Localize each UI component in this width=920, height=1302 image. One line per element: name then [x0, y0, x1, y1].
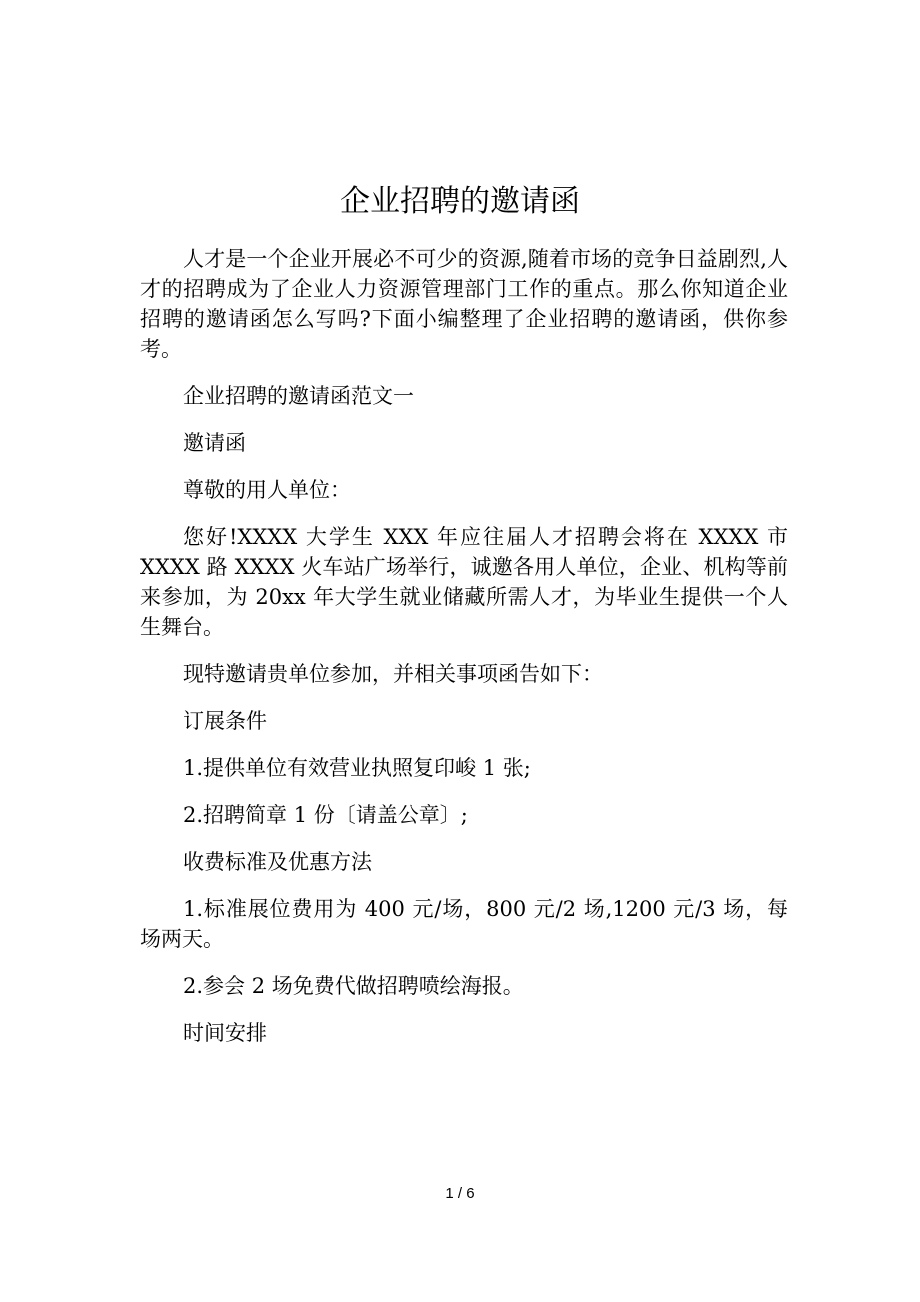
- list-item: 2.参会 2 场免费代做招聘喷绘海报。: [183, 974, 524, 998]
- letter-heading: 邀请函: [183, 431, 246, 455]
- list-item: 1.提供单位有效营业执照复印峻 1 张;: [183, 756, 531, 780]
- list-item: 1.标准展位费用为 400 元/场，800 元/2 场,1200 元/3 场，每场两天。: [140, 897, 788, 951]
- intro-paragraph: 人才是一个企业开展必不可少的资源,随着市场的竞争日益剧烈,人才的招聘成为了企业人力资源管理部门工作的重点。那么你知道企业招聘的邀请函怎么写吗?下面小编整理了企业招聘的邀请函，供你参考。: [140, 247, 788, 361]
- document-body: [140, 244, 788, 1065]
- subsection-heading: 时间安排: [183, 1021, 267, 1045]
- page-number: 1 / 6: [445, 1185, 475, 1202]
- section-heading: 企业招聘的邀请函范文一: [183, 384, 414, 408]
- document-title: 企业招聘的邀请函: [340, 184, 580, 219]
- list-item: 2.招聘简章 1 份〔请盖公章〕;: [183, 803, 468, 827]
- subsection-heading: 订展条件: [183, 709, 267, 733]
- salutation: 尊敬的用人单位：: [183, 478, 351, 502]
- subsection-heading: 收费标准及优惠方法: [183, 850, 372, 874]
- body-paragraph: 现特邀请贵单位参加，并相关事项函告如下：: [183, 662, 603, 686]
- body-paragraph: 您好!XXXX 大学生 XXX 年应往届人才招聘会将在 XXXX 市 XXXX 路 XXXX 火车站广场举行，诚邀各用人单位，企业、机构等前来参加，为 20xx 年大学生就业储藏所需人才，为毕业生提供一个人生舞台。: [140, 525, 788, 639]
